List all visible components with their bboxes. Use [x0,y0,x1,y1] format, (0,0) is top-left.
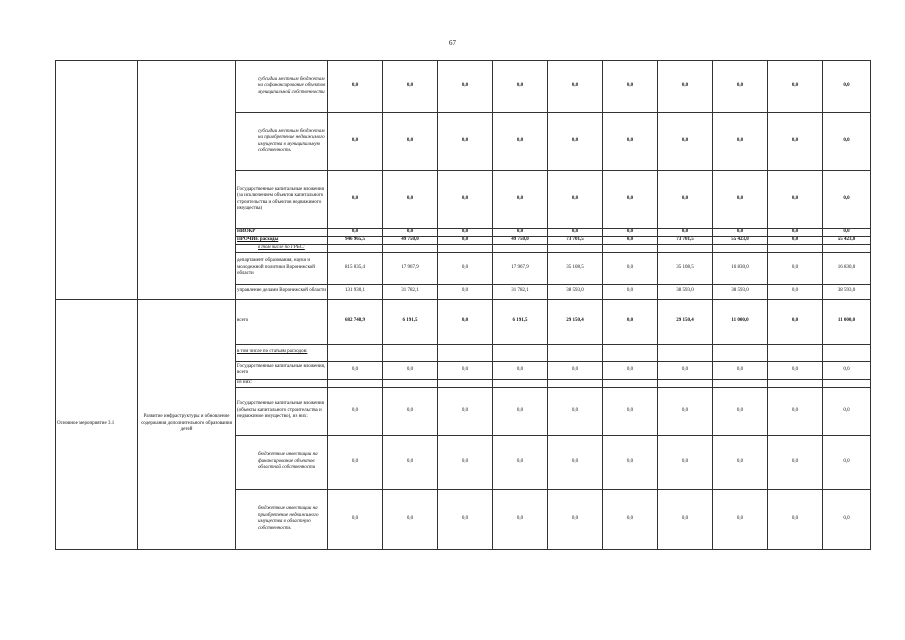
activity-status-cell: Основное мероприятие 3.1 [56,299,138,549]
value-cell: 0,0 [493,61,548,113]
value-cell: 0,0 [548,171,603,229]
value-cell: 0,0 [713,171,768,229]
value-cell: 0,0 [328,171,383,229]
value-cell: 0,0 [383,113,438,171]
value-cell: 131 930,1 [328,284,383,299]
value-cell: 0,0 [383,387,438,435]
value-cell: 35 108,5 [548,252,603,284]
value-cell: 0,0 [328,361,383,379]
value-cell [603,379,658,387]
row-label-cell: бюджетные инвестиции на приобретение недвижимого имущества в областную собственность [236,489,328,549]
value-cell: 0,0 [438,387,493,435]
value-cell: 0,0 [328,387,383,435]
table-row [56,61,871,113]
value-cell: 0,0 [383,171,438,229]
value-cell: 0,0 [328,489,383,549]
value-cell: 0,0 [713,113,768,171]
value-cell [328,379,383,387]
value-cell [713,344,768,361]
value-cell: 11 000,0 [713,299,768,344]
value-cell: 0,0 [658,435,713,489]
value-cell [548,379,603,387]
row-label-cell: в том числе по ГРБС: [236,244,328,252]
value-cell [548,244,603,252]
value-cell: 0,0 [603,361,658,379]
value-cell: 0,0 [658,361,713,379]
value-cell: 0,0 [768,361,823,379]
value-cell: 0,0 [768,171,823,229]
value-cell: 0,0 [768,387,823,435]
value-cell [493,379,548,387]
value-cell: 0,0 [603,229,658,237]
value-cell: 73 701,5 [658,236,713,244]
value-cell [823,379,871,387]
value-cell: 0,0 [548,435,603,489]
value-cell: 0,0 [823,489,871,549]
value-cell: 0,0 [768,435,823,489]
value-cell: 0,0 [713,387,768,435]
value-cell: 0,0 [603,252,658,284]
value-cell: 0,0 [603,236,658,244]
budget-table [55,60,871,550]
value-cell: 0,0 [493,387,548,435]
value-cell: 49 750,0 [383,236,438,244]
value-cell [768,244,823,252]
page-number: 67 [449,39,456,47]
value-cell [713,244,768,252]
value-cell [383,379,438,387]
value-cell: 0,0 [548,361,603,379]
value-cell [438,244,493,252]
value-cell [493,344,548,361]
value-cell: 55 423,0 [713,236,768,244]
value-cell [603,244,658,252]
value-cell: 0,0 [383,361,438,379]
value-cell: 6 191,5 [493,299,548,344]
value-cell: 0,0 [493,435,548,489]
row-label-cell: ПРОЧИЕ расходы [236,236,328,244]
value-cell: 0,0 [548,61,603,113]
row-label-cell: НИОКР [236,229,328,237]
row-label-cell: Государственные капитальные вложения (за исключением объектов капитального строительства и объектов недвижимого имущества) [236,171,328,229]
value-cell [328,244,383,252]
value-cell: 0,0 [768,284,823,299]
value-cell: 0,0 [768,113,823,171]
row-label-cell: субсидии местным бюджетам на софинансирование объектов муниципальной собственности [236,61,328,113]
value-cell: 0,0 [768,489,823,549]
value-cell: 38 593,0 [713,284,768,299]
value-cell: 0,0 [658,229,713,237]
table-section-activity-3-1 [56,299,871,549]
value-cell: 0,0 [438,113,493,171]
value-cell: 0,0 [603,171,658,229]
value-cell: 31 782,1 [383,284,438,299]
value-cell: 0,0 [328,435,383,489]
value-cell [823,244,871,252]
value-cell: 0,0 [548,229,603,237]
value-cell: 0,0 [823,229,871,237]
value-cell: 0,0 [603,489,658,549]
value-cell: 73 701,5 [548,236,603,244]
value-cell: 946 965,5 [328,236,383,244]
value-cell: 0,0 [383,61,438,113]
value-cell: 38 593,0 [658,284,713,299]
row-label-cell: в том числе по статьям расходов: [236,344,328,361]
value-cell: 682 748,9 [328,299,383,344]
table-row [56,299,871,344]
value-cell: 31 782,1 [493,284,548,299]
value-cell: 11 000,0 [823,299,871,344]
value-cell [658,379,713,387]
value-cell: 0,0 [438,61,493,113]
value-cell: 0,0 [768,229,823,237]
value-cell: 0,0 [493,171,548,229]
value-cell: 0,0 [328,61,383,113]
value-cell: 55 423,0 [823,236,871,244]
value-cell [493,244,548,252]
row-label-cell: всего [236,299,328,344]
value-cell: 0,0 [823,387,871,435]
activity-description-cell: Развитие инфраструктуры и обновление содержания дополнительного образования детей [138,299,236,549]
value-cell: 0,0 [438,361,493,379]
value-cell: 0,0 [658,489,713,549]
value-cell: 0,0 [438,284,493,299]
value-cell: 0,0 [603,113,658,171]
row-label-cell: Государственные капитальные вложения (объекты капитального строительства и недвижимое имущество), из них: [236,387,328,435]
value-cell: 0,0 [328,229,383,237]
value-cell: 6 191,5 [383,299,438,344]
value-cell: 38 593,0 [548,284,603,299]
value-cell [383,244,438,252]
value-cell: 0,0 [603,299,658,344]
row-label-cell: из них: [236,379,328,387]
value-cell: 0,0 [493,489,548,549]
value-cell: 38 593,0 [823,284,871,299]
value-cell: 0,0 [438,435,493,489]
value-cell: 0,0 [548,113,603,171]
value-cell [603,344,658,361]
value-cell: 17 967,9 [383,252,438,284]
value-cell: 0,0 [383,489,438,549]
value-cell: 0,0 [603,284,658,299]
value-cell: 0,0 [823,61,871,113]
value-cell: 0,0 [768,236,823,244]
value-cell: 0,0 [713,435,768,489]
empty-cell [138,61,236,300]
value-cell: 0,0 [823,171,871,229]
value-cell [713,379,768,387]
value-cell [658,344,713,361]
value-cell: 49 750,0 [493,236,548,244]
value-cell [768,344,823,361]
value-cell [328,344,383,361]
value-cell: 0,0 [658,61,713,113]
value-cell: 0,0 [548,387,603,435]
value-cell: 0,0 [438,299,493,344]
value-cell [383,344,438,361]
value-cell: 0,0 [438,252,493,284]
table-section-top [56,61,871,300]
value-cell [438,379,493,387]
value-cell: 0,0 [768,61,823,113]
value-cell: 35 108,5 [658,252,713,284]
value-cell: 0,0 [493,361,548,379]
value-cell: 0,0 [768,252,823,284]
value-cell: 0,0 [328,113,383,171]
value-cell: 0,0 [823,361,871,379]
value-cell: 29 150,4 [658,299,713,344]
value-cell: 0,0 [548,489,603,549]
row-label-cell: бюджетные инвестиции на финансирование объектов областной собственности [236,435,328,489]
empty-cell [56,61,138,300]
row-label-cell: управление делами Воронежской области [236,284,328,299]
value-cell: 0,0 [713,61,768,113]
value-cell: 0,0 [603,387,658,435]
value-cell: 0,0 [768,299,823,344]
value-cell: 16 830,0 [713,252,768,284]
value-cell [823,344,871,361]
value-cell: 0,0 [493,113,548,171]
value-cell [658,244,713,252]
value-cell: 0,0 [438,236,493,244]
value-cell: 29 150,4 [548,299,603,344]
value-cell: 0,0 [823,435,871,489]
value-cell: 0,0 [823,113,871,171]
value-cell: 0,0 [658,387,713,435]
value-cell: 16 830,0 [823,252,871,284]
value-cell: 815 035,4 [328,252,383,284]
row-label-cell: субсидии местным бюджетам на приобретение недвижимого имущества в муниципальную собственность [236,113,328,171]
value-cell [438,344,493,361]
value-cell: 0,0 [603,435,658,489]
value-cell: 0,0 [603,61,658,113]
value-cell: 0,0 [658,171,713,229]
value-cell: 0,0 [713,229,768,237]
value-cell: 0,0 [493,229,548,237]
value-cell [548,344,603,361]
row-label-cell: департамент образования, науки и молодежной политики Воронежской области [236,252,328,284]
value-cell: 0,0 [658,113,713,171]
value-cell: 0,0 [438,171,493,229]
value-cell [768,379,823,387]
value-cell: 17 967,9 [493,252,548,284]
value-cell: 0,0 [713,489,768,549]
value-cell: 0,0 [438,229,493,237]
row-label-cell: Государственные капитальные вложения, всего [236,361,328,379]
value-cell: 0,0 [438,489,493,549]
value-cell: 0,0 [383,435,438,489]
value-cell: 0,0 [713,361,768,379]
value-cell: 0,0 [383,229,438,237]
